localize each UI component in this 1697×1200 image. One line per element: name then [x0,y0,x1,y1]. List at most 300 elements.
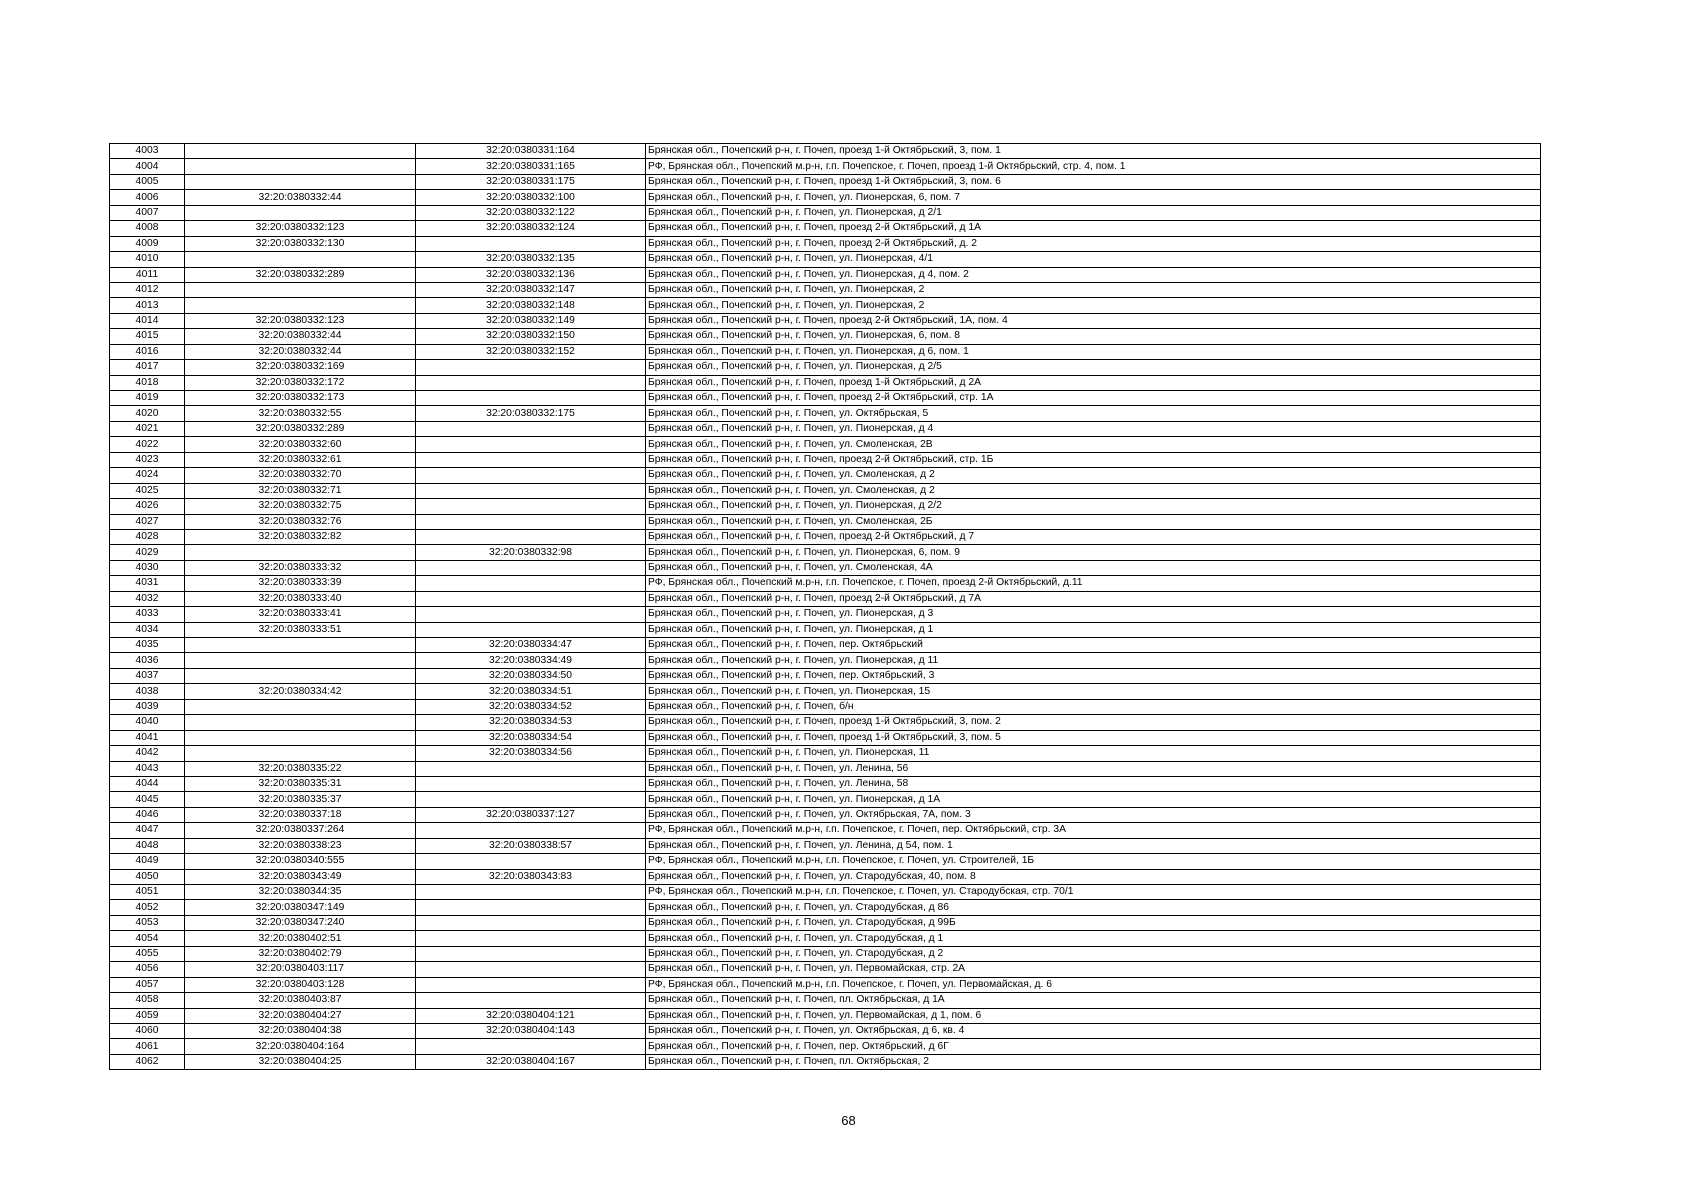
row-number-cell: 4026 [110,499,185,514]
row-number-cell: 4062 [110,1054,185,1069]
table-row [110,313,1541,328]
land-cadastral-number-cell [185,298,416,313]
table-row [110,885,1541,900]
row-number-cell: 4055 [110,946,185,961]
address-cell: Брянская обл., Почепский р-н, г. Почеп, ул. Смоленская, д 2 [646,468,1541,483]
land-cadastral-number-cell: 32:20:0380333:51 [185,622,416,637]
building-cadastral-number-cell [416,993,646,1008]
building-cadastral-number-cell: 32:20:0380334:51 [416,684,646,699]
table-row [110,730,1541,745]
row-number-cell: 4039 [110,699,185,714]
table-row [110,468,1541,483]
table-row [110,746,1541,761]
row-number-cell: 4045 [110,792,185,807]
address-cell: РФ, Брянская обл., Почепский м.р-н, г.п. Почепское, г. Почеп, ул. Первомайская, д. 6 [646,977,1541,992]
building-cadastral-number-cell: 32:20:0380343:83 [416,869,646,884]
address-cell: Брянская обл., Почепский р-н, г. Почеп, ул. Стародубская, д 2 [646,946,1541,961]
building-cadastral-number-cell [416,776,646,791]
land-cadastral-number-cell: 32:20:0380347:240 [185,915,416,930]
table-row [110,529,1541,544]
building-cadastral-number-cell [416,483,646,498]
row-number-cell: 4056 [110,962,185,977]
address-cell: Брянская обл., Почепский р-н, г. Почеп, проезд 2-й Октябрьский, д. 2 [646,236,1541,251]
address-cell: Брянская обл., Почепский р-н, г. Почеп, ул. Пионерская, д 1 [646,622,1541,637]
building-cadastral-number-cell [416,560,646,575]
registry-table [109,143,1541,1070]
address-cell: Брянская обл., Почепский р-н, г. Почеп, ул. Ленина, д 54, пом. 1 [646,838,1541,853]
address-cell: Брянская обл., Почепский р-н, г. Почеп, ул. Октябрьская, д 6, кв. 4 [646,1023,1541,1038]
registry-table-body [110,144,1541,1070]
table-row [110,607,1541,622]
land-cadastral-number-cell: 32:20:0380404:25 [185,1054,416,1069]
address-cell: РФ, Брянская обл., Почепский м.р-н, г.п. Почепское, г. Почеп, проезд 2-й Октябрьский, д.11 [646,576,1541,591]
row-number-cell: 4019 [110,391,185,406]
table-row [110,1023,1541,1038]
table-row [110,761,1541,776]
table-row [110,252,1541,267]
land-cadastral-number-cell: 32:20:0380332:169 [185,360,416,375]
land-cadastral-number-cell: 32:20:0380332:71 [185,483,416,498]
land-cadastral-number-cell [185,174,416,189]
row-number-cell: 4005 [110,174,185,189]
land-cadastral-number-cell: 32:20:0380332:55 [185,406,416,421]
land-cadastral-number-cell: 32:20:0380332:70 [185,468,416,483]
land-cadastral-number-cell [185,668,416,683]
table-row [110,1039,1541,1054]
building-cadastral-number-cell [416,437,646,452]
land-cadastral-number-cell: 32:20:0380402:79 [185,946,416,961]
address-cell: Брянская обл., Почепский р-н, г. Почеп, пер. Октябрьский [646,638,1541,653]
row-number-cell: 4020 [110,406,185,421]
land-cadastral-number-cell [185,144,416,159]
building-cadastral-number-cell: 32:20:0380334:53 [416,715,646,730]
building-cadastral-number-cell: 32:20:0380404:143 [416,1023,646,1038]
row-number-cell: 4029 [110,545,185,560]
building-cadastral-number-cell [416,375,646,390]
table-row [110,715,1541,730]
address-cell: Брянская обл., Почепский р-н, г. Почеп, ул. Первомайская, д 1, пом. 6 [646,1008,1541,1023]
table-row [110,236,1541,251]
table-row [110,344,1541,359]
table-row [110,421,1541,436]
land-cadastral-number-cell: 32:20:0380402:51 [185,931,416,946]
building-cadastral-number-cell: 32:20:0380331:165 [416,159,646,174]
address-cell: Брянская обл., Почепский р-н, г. Почеп, ул. Стародубская, 40, пом. 8 [646,869,1541,884]
row-number-cell: 4004 [110,159,185,174]
address-cell: Брянская обл., Почепский р-н, г. Почеп, проезд 2-й Октябрьский, д 7А [646,591,1541,606]
table-row [110,298,1541,313]
land-cadastral-number-cell [185,282,416,297]
building-cadastral-number-cell [416,931,646,946]
building-cadastral-number-cell [416,622,646,637]
table-row [110,576,1541,591]
table-row [110,514,1541,529]
table-row [110,483,1541,498]
land-cadastral-number-cell: 32:20:0380337:18 [185,807,416,822]
address-cell: Брянская обл., Почепский р-н, г. Почеп, ул. Пионерская, 6, пом. 7 [646,190,1541,205]
address-cell: Брянская обл., Почепский р-н, г. Почеп, б/н [646,699,1541,714]
building-cadastral-number-cell [416,529,646,544]
land-cadastral-number-cell [185,545,416,560]
address-cell: Брянская обл., Почепский р-н, г. Почеп, ул. Стародубская, д 86 [646,900,1541,915]
table-row [110,406,1541,421]
building-cadastral-number-cell: 32:20:0380332:135 [416,252,646,267]
address-cell: Брянская обл., Почепский р-н, г. Почеп, проезд 1-й Октябрьский, 3, пом. 1 [646,144,1541,159]
address-cell: Брянская обл., Почепский р-н, г. Почеп, ул. Смоленская, 4А [646,560,1541,575]
address-cell: Брянская обл., Почепский р-н, г. Почеп, ул. Пионерская, д 11 [646,653,1541,668]
land-cadastral-number-cell: 32:20:0380332:44 [185,344,416,359]
building-cadastral-number-cell [416,421,646,436]
table-row [110,545,1541,560]
table-row [110,221,1541,236]
building-cadastral-number-cell: 32:20:0380332:136 [416,267,646,282]
row-number-cell: 4024 [110,468,185,483]
land-cadastral-number-cell: 32:20:0380333:32 [185,560,416,575]
building-cadastral-number-cell [416,823,646,838]
table-row [110,499,1541,514]
table-row [110,854,1541,869]
row-number-cell: 4060 [110,1023,185,1038]
land-cadastral-number-cell: 32:20:0380333:41 [185,607,416,622]
address-cell: Брянская обл., Почепский р-н, г. Почеп, ул. Ленина, 56 [646,761,1541,776]
building-cadastral-number-cell [416,915,646,930]
land-cadastral-number-cell [185,205,416,220]
row-number-cell: 4022 [110,437,185,452]
address-cell: Брянская обл., Почепский р-н, г. Почеп, ул. Пионерская, 2 [646,298,1541,313]
table-row [110,869,1541,884]
building-cadastral-number-cell: 32:20:0380332:100 [416,190,646,205]
row-number-cell: 4042 [110,746,185,761]
table-row [110,591,1541,606]
table-row [110,391,1541,406]
building-cadastral-number-cell [416,360,646,375]
land-cadastral-number-cell: 32:20:0380403:117 [185,962,416,977]
row-number-cell: 4003 [110,144,185,159]
building-cadastral-number-cell: 32:20:0380334:54 [416,730,646,745]
land-cadastral-number-cell [185,653,416,668]
address-cell: Брянская обл., Почепский р-н, г. Почеп, ул. Пионерская, 2 [646,282,1541,297]
row-number-cell: 4038 [110,684,185,699]
building-cadastral-number-cell: 32:20:0380334:52 [416,699,646,714]
address-cell: Брянская обл., Почепский р-н, г. Почеп, ул. Пионерская, д 2/2 [646,499,1541,514]
row-number-cell: 4050 [110,869,185,884]
row-number-cell: 4016 [110,344,185,359]
land-cadastral-number-cell: 32:20:0380332:82 [185,529,416,544]
table-row [110,159,1541,174]
address-cell: Брянская обл., Почепский р-н, г. Почеп, проезд 1-й Октябрьский, д 2А [646,375,1541,390]
row-number-cell: 4053 [110,915,185,930]
table-row [110,977,1541,992]
land-cadastral-number-cell [185,252,416,267]
address-cell: Брянская обл., Почепский р-н, г. Почеп, ул. Пионерская, д 2/5 [646,360,1541,375]
land-cadastral-number-cell [185,715,416,730]
row-number-cell: 4051 [110,885,185,900]
building-cadastral-number-cell [416,499,646,514]
address-cell: Брянская обл., Почепский р-н, г. Почеп, проезд 2-й Октябрьский, д 1А [646,221,1541,236]
row-number-cell: 4034 [110,622,185,637]
row-number-cell: 4052 [110,900,185,915]
table-row [110,792,1541,807]
land-cadastral-number-cell: 32:20:0380332:172 [185,375,416,390]
land-cadastral-number-cell: 32:20:0380332:130 [185,236,416,251]
table-row [110,699,1541,714]
building-cadastral-number-cell: 32:20:0380332:175 [416,406,646,421]
table-row [110,931,1541,946]
building-cadastral-number-cell [416,792,646,807]
building-cadastral-number-cell: 32:20:0380338:57 [416,838,646,853]
table-row [110,915,1541,930]
table-row [110,1008,1541,1023]
land-cadastral-number-cell: 32:20:0380332:123 [185,313,416,328]
page-number: 68 [841,1113,856,1128]
land-cadastral-number-cell [185,730,416,745]
address-cell: Брянская обл., Почепский р-н, г. Почеп, ул. Пионерская, 6, пом. 9 [646,545,1541,560]
land-cadastral-number-cell: 32:20:0380344:35 [185,885,416,900]
address-cell: Брянская обл., Почепский р-н, г. Почеп, пл. Октябрьская, д 1А [646,993,1541,1008]
land-cadastral-number-cell: 32:20:0380332:44 [185,329,416,344]
table-row [110,437,1541,452]
table-row [110,638,1541,653]
address-cell: Брянская обл., Почепский р-н, г. Почеп, ул. Первомайская, стр. 2А [646,962,1541,977]
address-cell: Брянская обл., Почепский р-н, г. Почеп, ул. Октябрьская, 7А, пом. 3 [646,807,1541,822]
building-cadastral-number-cell: 32:20:0380332:148 [416,298,646,313]
row-number-cell: 4061 [110,1039,185,1054]
table-row [110,1054,1541,1069]
building-cadastral-number-cell [416,452,646,467]
address-cell: Брянская обл., Почепский р-н, г. Почеп, проезд 2-й Октябрьский, 1А, пом. 4 [646,313,1541,328]
building-cadastral-number-cell: 32:20:0380334:49 [416,653,646,668]
table-row [110,375,1541,390]
building-cadastral-number-cell: 32:20:0380332:98 [416,545,646,560]
address-cell: Брянская обл., Почепский р-н, г. Почеп, проезд 2-й Октябрьский, стр. 1Б [646,452,1541,467]
row-number-cell: 4035 [110,638,185,653]
land-cadastral-number-cell: 32:20:0380332:61 [185,452,416,467]
address-cell: Брянская обл., Почепский р-н, г. Почеп, ул. Пионерская, д 1А [646,792,1541,807]
row-number-cell: 4040 [110,715,185,730]
address-cell: Брянская обл., Почепский р-н, г. Почеп, проезд 1-й Октябрьский, 3, пом. 6 [646,174,1541,189]
address-cell: Брянская обл., Почепский р-н, г. Почеп, проезд 2-й Октябрьский, стр. 1А [646,391,1541,406]
row-number-cell: 4030 [110,560,185,575]
row-number-cell: 4010 [110,252,185,267]
land-cadastral-number-cell: 32:20:0380343:49 [185,869,416,884]
address-cell: Брянская обл., Почепский р-н, г. Почеп, ул. Октябрьская, 5 [646,406,1541,421]
building-cadastral-number-cell: 32:20:0380337:127 [416,807,646,822]
address-cell: РФ, Брянская обл., Почепский м.р-н, г.п. Почепское, г. Почеп, пер. Октябрьский, стр. 3А [646,823,1541,838]
building-cadastral-number-cell [416,514,646,529]
row-number-cell: 4048 [110,838,185,853]
address-cell: РФ, Брянская обл., Почепский м.р-н, г.п. Почепское, г. Почеп, ул. Стародубская, стр. 70/1 [646,885,1541,900]
row-number-cell: 4028 [110,529,185,544]
table-row [110,668,1541,683]
row-number-cell: 4047 [110,823,185,838]
row-number-cell: 4027 [110,514,185,529]
address-cell: Брянская обл., Почепский р-н, г. Почеп, ул. Пионерская, 15 [646,684,1541,699]
land-cadastral-number-cell: 32:20:0380332:76 [185,514,416,529]
land-cadastral-number-cell: 32:20:0380338:23 [185,838,416,853]
land-cadastral-number-cell: 32:20:0380404:38 [185,1023,416,1038]
row-number-cell: 4059 [110,1008,185,1023]
table-row [110,267,1541,282]
table-row [110,838,1541,853]
address-cell: Брянская обл., Почепский р-н, г. Почеп, ул. Смоленская, 2Б [646,514,1541,529]
row-number-cell: 4008 [110,221,185,236]
building-cadastral-number-cell: 32:20:0380334:47 [416,638,646,653]
table-row [110,282,1541,297]
building-cadastral-number-cell: 32:20:0380332:152 [416,344,646,359]
land-cadastral-number-cell: 32:20:0380404:164 [185,1039,416,1054]
land-cadastral-number-cell: 32:20:0380332:44 [185,190,416,205]
building-cadastral-number-cell: 32:20:0380332:124 [416,221,646,236]
building-cadastral-number-cell [416,576,646,591]
address-cell: Брянская обл., Почепский р-н, г. Почеп, ул. Ленина, 58 [646,776,1541,791]
land-cadastral-number-cell: 32:20:0380403:87 [185,993,416,1008]
address-cell: РФ, Брянская обл., Почепский м.р-н, г.п. Почепское, г. Почеп, ул. Строителей, 1Б [646,854,1541,869]
table-row [110,560,1541,575]
land-cadastral-number-cell: 32:20:0380332:289 [185,421,416,436]
land-cadastral-number-cell: 32:20:0380340:555 [185,854,416,869]
building-cadastral-number-cell: 32:20:0380331:175 [416,174,646,189]
building-cadastral-number-cell [416,900,646,915]
address-cell: Брянская обл., Почепский р-н, г. Почеп, ул. Смоленская, 2В [646,437,1541,452]
building-cadastral-number-cell [416,977,646,992]
table-row [110,900,1541,915]
address-cell: Брянская обл., Почепский р-н, г. Почеп, ул. Пионерская, д 3 [646,607,1541,622]
address-cell: Брянская обл., Почепский р-н, г. Почеп, ул. Смоленская, д 2 [646,483,1541,498]
row-number-cell: 4017 [110,360,185,375]
table-row [110,174,1541,189]
table-row [110,684,1541,699]
row-number-cell: 4044 [110,776,185,791]
address-cell: Брянская обл., Почепский р-н, г. Почеп, ул. Пионерская, д 4, пом. 2 [646,267,1541,282]
row-number-cell: 4054 [110,931,185,946]
table-row [110,329,1541,344]
building-cadastral-number-cell [416,854,646,869]
land-cadastral-number-cell: 32:20:0380332:123 [185,221,416,236]
address-cell: Брянская обл., Почепский р-н, г. Почеп, ул. Стародубская, д 1 [646,931,1541,946]
land-cadastral-number-cell: 32:20:0380403:128 [185,977,416,992]
row-number-cell: 4021 [110,421,185,436]
land-cadastral-number-cell: 32:20:0380332:75 [185,499,416,514]
row-number-cell: 4049 [110,854,185,869]
land-cadastral-number-cell: 32:20:0380332:60 [185,437,416,452]
land-cadastral-number-cell: 32:20:0380335:22 [185,761,416,776]
row-number-cell: 4015 [110,329,185,344]
address-cell: Брянская обл., Почепский р-н, г. Почеп, ул. Пионерская, 6, пом. 8 [646,329,1541,344]
address-cell: Брянская обл., Почепский р-н, г. Почеп, ул. Пионерская, д 4 [646,421,1541,436]
row-number-cell: 4025 [110,483,185,498]
building-cadastral-number-cell: 32:20:0380332:149 [416,313,646,328]
address-cell: Брянская обл., Почепский р-н, г. Почеп, пл. Октябрьская, 2 [646,1054,1541,1069]
building-cadastral-number-cell: 32:20:0380332:122 [416,205,646,220]
table-row [110,807,1541,822]
land-cadastral-number-cell [185,159,416,174]
row-number-cell: 4014 [110,313,185,328]
address-cell: Брянская обл., Почепский р-н, г. Почеп, ул. Пионерская, д 6, пом. 1 [646,344,1541,359]
address-cell: Брянская обл., Почепский р-н, г. Почеп, пер. Октябрьский, 3 [646,668,1541,683]
row-number-cell: 4057 [110,977,185,992]
building-cadastral-number-cell [416,962,646,977]
land-cadastral-number-cell: 32:20:0380337:264 [185,823,416,838]
row-number-cell: 4036 [110,653,185,668]
row-number-cell: 4058 [110,993,185,1008]
row-number-cell: 4032 [110,591,185,606]
row-number-cell: 4037 [110,668,185,683]
row-number-cell: 4006 [110,190,185,205]
land-cadastral-number-cell [185,699,416,714]
table-row [110,653,1541,668]
address-cell: Брянская обл., Почепский р-н, г. Почеп, проезд 1-й Октябрьский, 3, пом. 5 [646,730,1541,745]
address-cell: Брянская обл., Почепский р-н, г. Почеп, ул. Стародубская, д 99Б [646,915,1541,930]
row-number-cell: 4043 [110,761,185,776]
land-cadastral-number-cell: 32:20:0380347:149 [185,900,416,915]
row-number-cell: 4023 [110,452,185,467]
land-cadastral-number-cell: 32:20:0380335:37 [185,792,416,807]
land-cadastral-number-cell: 32:20:0380332:289 [185,267,416,282]
building-cadastral-number-cell [416,236,646,251]
address-cell: Брянская обл., Почепский р-н, г. Почеп, проезд 2-й Октябрьский, д 7 [646,529,1541,544]
table-row [110,823,1541,838]
building-cadastral-number-cell: 32:20:0380404:167 [416,1054,646,1069]
land-cadastral-number-cell [185,746,416,761]
land-cadastral-number-cell [185,638,416,653]
building-cadastral-number-cell: 32:20:0380331:164 [416,144,646,159]
building-cadastral-number-cell [416,468,646,483]
building-cadastral-number-cell [416,607,646,622]
land-cadastral-number-cell: 32:20:0380333:40 [185,591,416,606]
table-row [110,946,1541,961]
row-number-cell: 4033 [110,607,185,622]
address-cell: РФ, Брянская обл., Почепский м.р-н, г.п. Почепское, г. Почеп, проезд 1-й Октябрьский, стр. 4, пом. 1 [646,159,1541,174]
table-row [110,962,1541,977]
land-cadastral-number-cell: 32:20:0380404:27 [185,1008,416,1023]
building-cadastral-number-cell: 32:20:0380332:147 [416,282,646,297]
row-number-cell: 4009 [110,236,185,251]
address-cell: Брянская обл., Почепский р-н, г. Почеп, пер. Октябрьский, д 6Г [646,1039,1541,1054]
table-row [110,993,1541,1008]
row-number-cell: 4046 [110,807,185,822]
address-cell: Брянская обл., Почепский р-н, г. Почеп, проезд 1-й Октябрьский, 3, пом. 2 [646,715,1541,730]
building-cadastral-number-cell: 32:20:0380404:121 [416,1008,646,1023]
address-cell: Брянская обл., Почепский р-н, г. Почеп, ул. Пионерская, д 2/1 [646,205,1541,220]
row-number-cell: 4011 [110,267,185,282]
building-cadastral-number-cell [416,946,646,961]
table-row [110,205,1541,220]
land-cadastral-number-cell: 32:20:0380332:173 [185,391,416,406]
address-cell: Брянская обл., Почепский р-н, г. Почеп, ул. Пионерская, 11 [646,746,1541,761]
row-number-cell: 4007 [110,205,185,220]
building-cadastral-number-cell: 32:20:0380334:50 [416,668,646,683]
row-number-cell: 4012 [110,282,185,297]
table-row [110,776,1541,791]
table-row [110,452,1541,467]
table-row [110,622,1541,637]
building-cadastral-number-cell [416,761,646,776]
building-cadastral-number-cell [416,1039,646,1054]
land-cadastral-number-cell: 32:20:0380333:39 [185,576,416,591]
building-cadastral-number-cell [416,591,646,606]
building-cadastral-number-cell: 32:20:0380332:150 [416,329,646,344]
table-row [110,360,1541,375]
row-number-cell: 4013 [110,298,185,313]
land-cadastral-number-cell: 32:20:0380334:42 [185,684,416,699]
building-cadastral-number-cell: 32:20:0380334:56 [416,746,646,761]
building-cadastral-number-cell [416,391,646,406]
row-number-cell: 4031 [110,576,185,591]
row-number-cell: 4018 [110,375,185,390]
row-number-cell: 4041 [110,730,185,745]
land-cadastral-number-cell: 32:20:0380335:31 [185,776,416,791]
building-cadastral-number-cell [416,885,646,900]
